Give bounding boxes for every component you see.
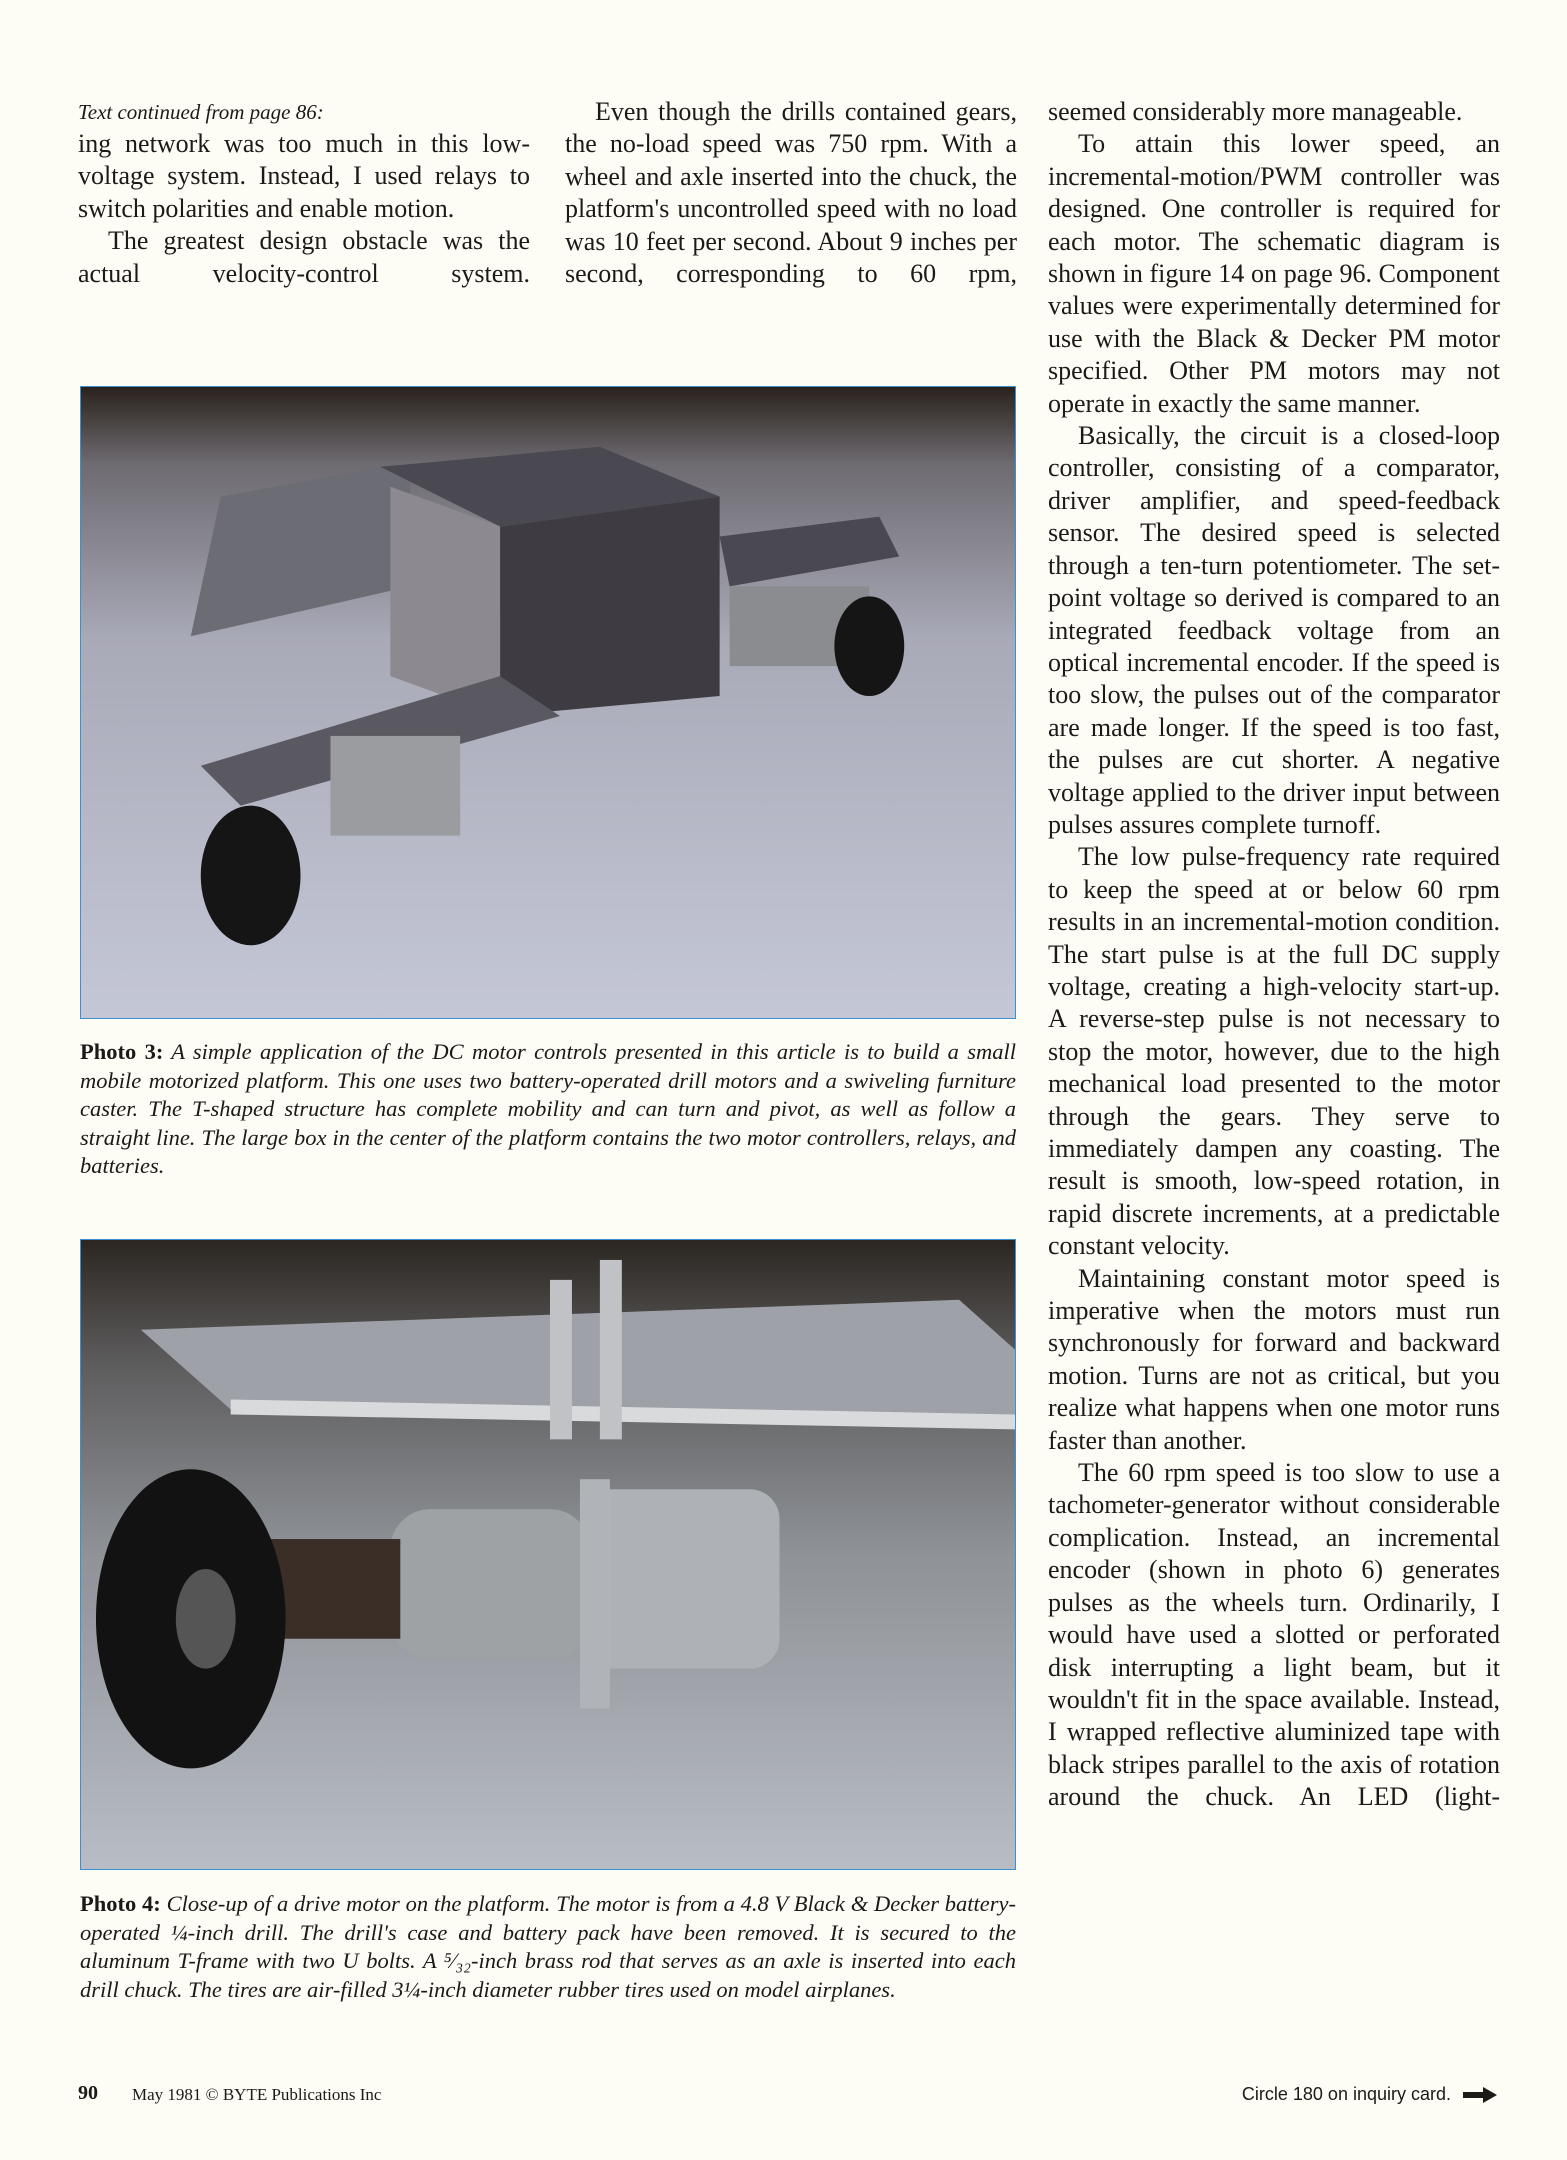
photo-4-caption [80,1890,1016,2004]
continued-note: Text continued from page 86: [78,100,324,124]
paragraph: Maintaining constant motor speed is imperative when the motors must run synchronously for forward and backward motion. Turns are not as critical, but you realize what happens when one motor runs faster than another. [1048,1263,1500,1455]
caption-text: A simple application of the DC motor controls presented in this article is to build a small mobile motorized platform. This one uses two battery-operated drill motors and a swiveling furniture caster. The T-shaped structure has complete mobility and can turn and pivot, as well as follow a straight line. The large box in the center of the platform contains the two motor controllers, relays, and batteries. [80,1039,1017,1178]
text-column-3 [1048,96,1500,1814]
text-column-1 [78,96,530,290]
page-number: 90 [78,2082,98,2104]
caption-label: Photo 3: [80,1039,164,1064]
paragraph: seemed considerably more manageable. [1048,97,1463,126]
arrow-right-icon [1463,2087,1497,2103]
caption-label: Photo 4: [80,1891,161,1916]
paragraph: To attain this lower speed, an incremental-motion/PWM controller was designed. One controller is required for each motor. The schematic diagram is shown in figure 14 on page 96. Component values were experimentally determined for use with the Black & Decker PM motor specified. Other PM motors may not operate in exactly the same manner. [1048,129,1500,418]
inquiry-note [1242,2084,1497,2105]
inquiry-text: Circle 180 on inquiry card. [1241,2084,1451,2104]
paragraph: Basically, the circuit is a closed-loop controller, consisting of a comparator, driver amplifier, and speed-feedback sensor. The desired speed is selected through a ten-turn potentiometer. The set-point voltage so derived is compared to an integrated feedback voltage from an optical incremental encoder. If the speed is too slow, the pulses out of the comparator are made longer. If the speed is too fast, the pulses are cut shorter. A negative voltage applied to the driver input between pulses assures complete turnoff. [1048,421,1500,839]
text-column-2 [565,96,1017,290]
paragraph: The low pulse-frequency rate required to keep the speed at or below 60 rpm results in an incremental-motion condition. The start pulse is at the full DC supply voltage, creating a high-velocity start-up. A reverse-step pulse is not necessary to stop the motor, however, due to the high mechanical load presented to the motor through the gears. They serve to immediately dampen any coasting. The result is smooth, low-speed rotation, in rapid discrete increments, at a predictable constant velocity. [1048,842,1500,1261]
paragraph: The 60 rpm speed is too slow to use a tachometer-generator without considerable complication. Instead, an incremental encoder (shown in photo 6) generates pulses as the wheels turn. Ordinarily, I would have used a slotted or perforated disk interrupting a light beam, but it wouldn't fit in the space available. Instead, I wrapped reflective aluminized tape with black stripes parallel to the axis of rotation around the chuck. An LED (light- [1048,1458,1500,1812]
photo-4-drive-motor [80,1239,1016,1870]
caption-text: Close-up of a drive motor on the platform. The motor is from a 4.8 V Black & Decker battery-operated ¼-inch drill. The drill's case and battery pack have been removed. It is secured to the aluminum T-frame with two U bolts. A ⁵⁄₃₂-inch brass rod that serves as an axle is inserted into each drill chuck. The tires are air-filled 3¼-inch diameter rubber tires used on model airplanes. [80,1891,1017,2002]
publication-credit: May 1981 © BYTE Publications Inc [132,2085,382,2104]
photo-3-caption [80,1038,1016,1181]
paragraph: The greatest design obstacle was the actual velocity-control system. [78,226,530,288]
paragraph: Even though the drills contained gears, the no-load speed was 750 rpm. With a wheel and axle inserted into the chuck, the platform's uncontrolled speed with no load was 10 feet per second. About 9 inches per second, corresponding to 60 rpm, [565,97,1017,289]
photo-3-platform [80,386,1016,1019]
paragraph: ing network was too much in this low-voltage system. Instead, I used relays to switch polarities and enable motion. [78,129,530,223]
